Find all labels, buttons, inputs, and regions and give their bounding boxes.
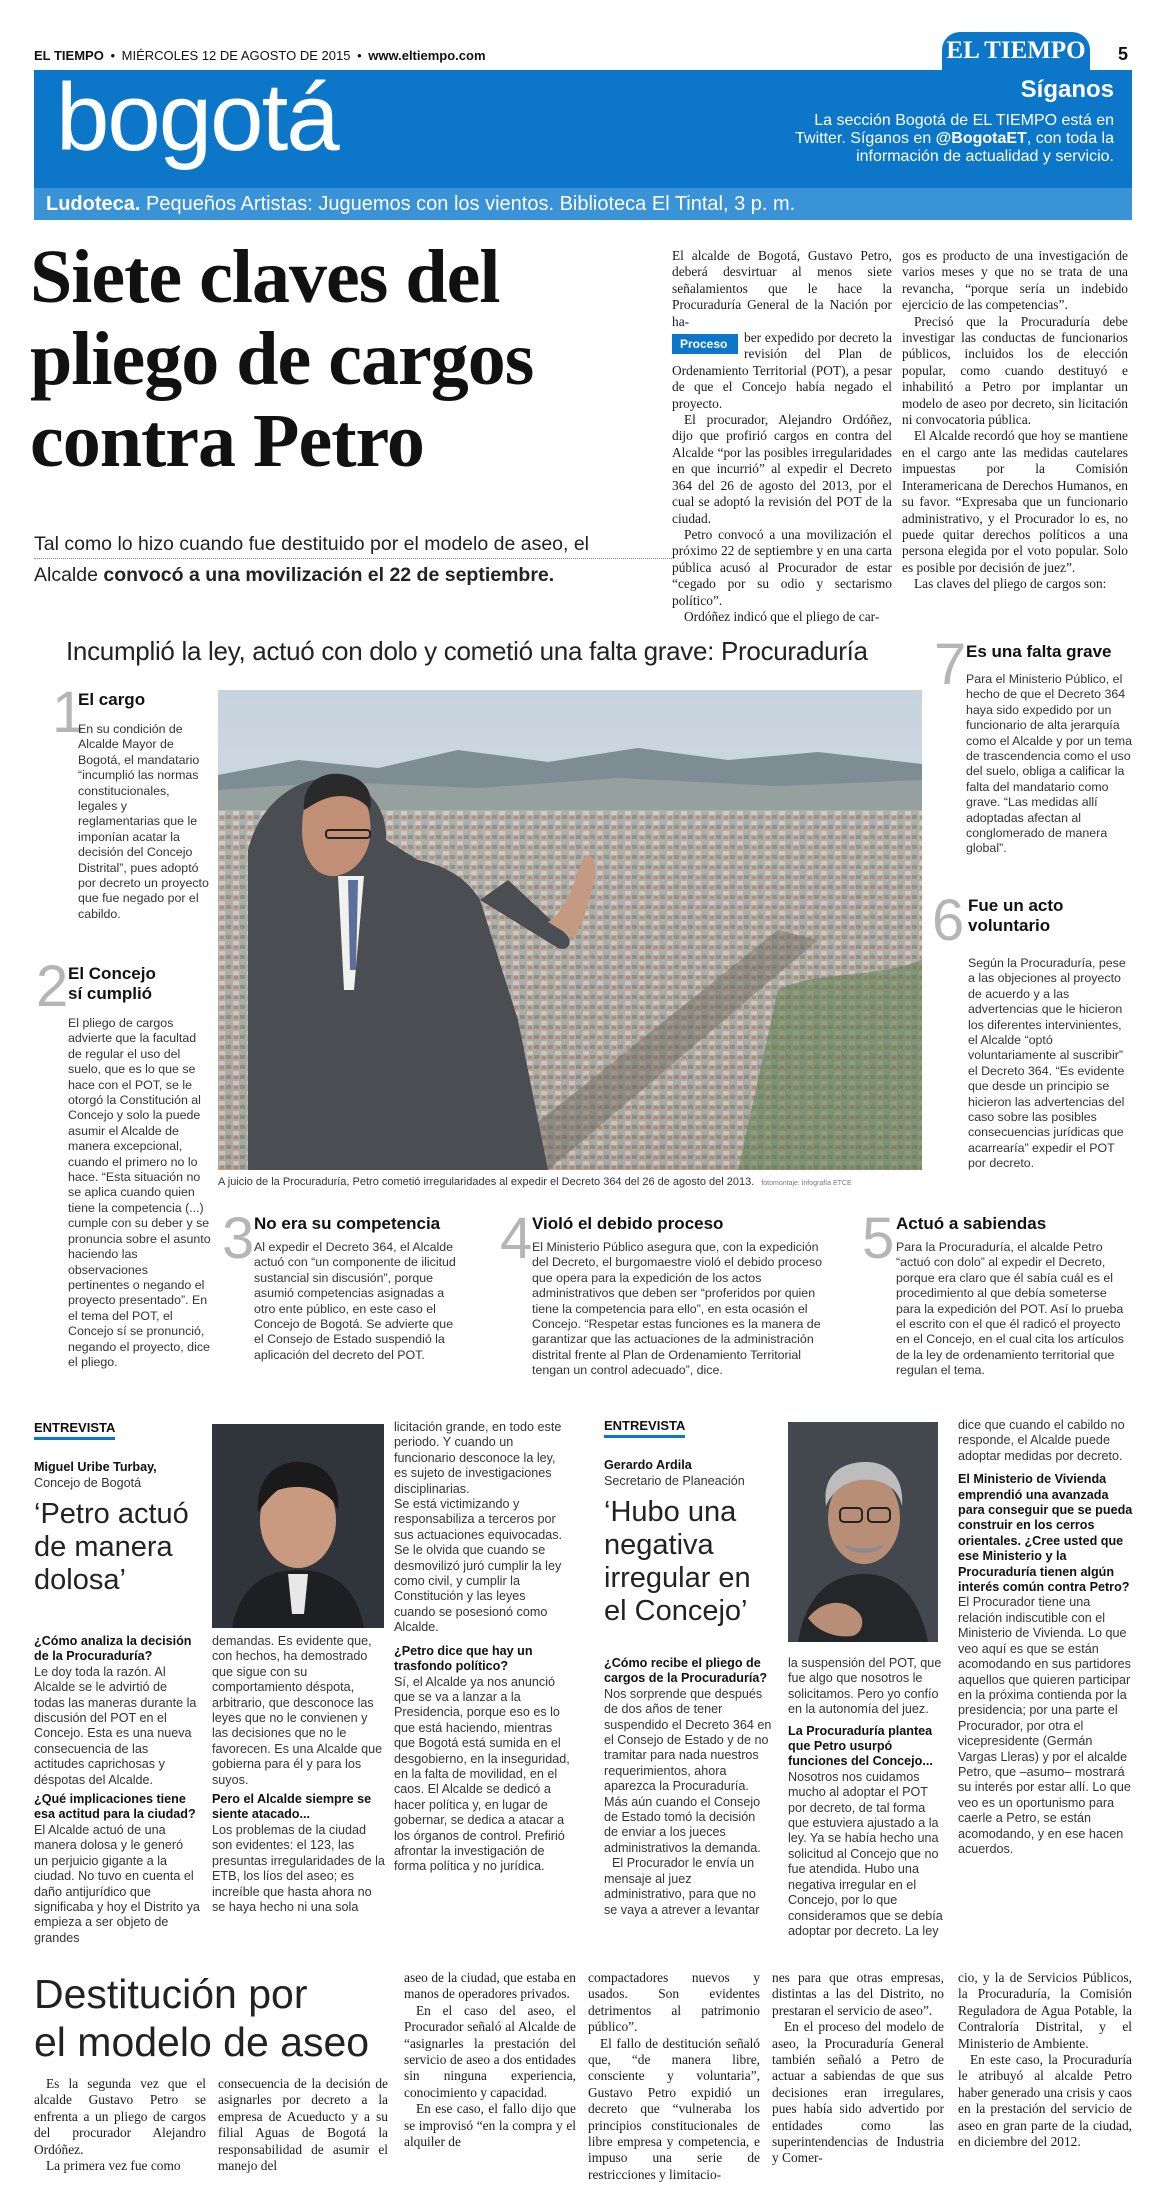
follow-line-1: La sección Bogotá de EL TIEMPO está en — [814, 112, 1114, 129]
follow-title: Síganos — [1020, 76, 1114, 103]
key-7-text: Para el Ministerio Público, el hecho de que el Decreto 364 haya sido expedido por un funcionario de alta jerarquía como el Alcalde y por un tema de trascendencia como el uso del suelo, obliga a calificar la falta del mandatario como grave. “Las medidas allí adoptadas afectan al conglomerado de manera global”. — [966, 672, 1132, 856]
masthead-sep: • — [357, 48, 362, 63]
aseo-title-2: el modelo de aseo — [34, 2019, 370, 2065]
article-col-2 — [902, 248, 1128, 593]
key-7-number: 7 — [934, 632, 967, 697]
aseo-c1-p1: Es la segunda vez que el alcalde Gustavo Petro se enfrenta a un pliego de cargos del procurador Alejandro Ordóñez. — [34, 2076, 206, 2157]
key-1-title: El cargo — [78, 690, 146, 709]
subheadline — [34, 530, 674, 589]
article-p6: Precisó que la Procuraduría debe investigar las conductas de funcionarios públicos, incluidos los de elección popular, como cuando destituyó e inhabilitó a Petro por implantar un modelo de aseo por decreto, sin licitación ni convocatoria pública. — [902, 313, 1128, 428]
article-p2: El procurador, Alejandro Ordóñez, dijo que profirió cargos en contra del Alcalde “por las posibles irregularidades en que incurrió” al expedir el Decreto 364 del 26 de agosto del 2013, por el cual se adoptó la revisión del POT de la ciudad. — [672, 412, 892, 526]
interview-1 — [34, 1420, 574, 1950]
article-p1a: El alcalde de Bogotá, Gustavo Petro, deberá desvirtuar al menos siete señalamientos que le hace la Procuraduría General de la Nación por ha- — [672, 248, 892, 329]
interview-2-col-1 — [604, 1656, 772, 1918]
aseo-col-5 — [772, 1970, 944, 2167]
interview-2-role: Secretario de Planeación — [604, 1474, 745, 1488]
photo-caption — [218, 1176, 938, 1188]
portrait-illustration — [212, 1424, 384, 1628]
key-1-text: En su condición de Alcalde Mayor de Bogotá, el mandatario “incumplió las normas constitucionales, legales y reglamentarias que le imponían acatar la decisión del Concejo Distrital”, pues adoptó por decreto un proyecto que fue negado por el cabildo. — [78, 722, 209, 921]
ticker-label: Ludoteca. — [46, 193, 141, 215]
interview-2-photo — [788, 1422, 938, 1642]
subheadline-line-1: Tal como lo hizo cuando fue destituido por el modelo de aseo, el — [34, 533, 590, 555]
interview-1-a3: Los problemas de la ciudad son evidentes: el 123, las presuntas irregularidades de la ETB, los líos del aseo; es increíble que hasta ahora no se haya hecho ni una sola — [212, 1822, 385, 1914]
masthead-sep: • — [110, 48, 116, 63]
key-6-title-1: Fue un acto — [968, 896, 1064, 915]
caption-text: A juicio de la Procuraduría, Petro cometió irregularidades al expedir el Decreto 364 del 26 de agosto del 2013. — [218, 1176, 755, 1188]
aseo-col-1 — [34, 2076, 206, 2174]
city-photo-illustration — [218, 690, 922, 1170]
key-4-title: Violó el debido proceso — [532, 1214, 724, 1233]
twitter-handle[interactable]: @BogotaET — [935, 130, 1027, 147]
headline-line-3: contra Petro — [30, 399, 424, 483]
key-2-title-2: sí cumplió — [68, 984, 153, 1003]
headline — [30, 236, 650, 482]
key-2-title — [68, 964, 156, 1004]
interview-2-col-3 — [958, 1418, 1134, 1857]
interview-2-a2: Nosotros nos cuidamos mucho al adoptar el POT por decreto, de tal forma que estuviera ajustado a la ley. Ya se había hecho una solicitud al Concejo que no fue atendida. Hubo una negativa irregular en el Concejo, por lo que consideramos que se debía adoptar por decreto. La ley — [788, 1769, 943, 1938]
interview-2-a1b: El Procurador le envía un mensaje al juez administrativo, para que no se vaya a atrever a levantar — [604, 1856, 760, 1917]
aseo-c6-p1: cio, y la de Servicios Públicos, la Procuraduría, la Comisión Reguladora de Agua Potable, la Contraloría Distrital, y el Ministerio de Ambiente. — [958, 1970, 1132, 2051]
interview-1-a3b: licitación grande, en todo este periodo. Y cuando un funcionario desconoce la ley, es sujeto de investigaciones disciplinarias. — [394, 1420, 562, 1496]
key-1-number: 1 — [52, 680, 85, 745]
interview-1-col-1 — [34, 1634, 200, 1946]
article-p7: El Alcalde recordó que hoy se mantiene en el cargo ante las medidas cautelares impuestas por la Comisión Interamericana de Derechos Humanos, en su favor. “Expresaba que un funcionario administrativo, y el Procurador lo es, no puede quitar derechos políticos a una persona elegida por el voto popular. Solo es posible por decisión de juez”. — [902, 428, 1128, 575]
interview-2-a1: Nos sorprende que después de dos años de tener suspendido el Decreto 364 en el Consejo de Estado y de no tramitar para nada nuestros requerimientos, ahora aparezca la Procuraduría. Más aún cuando el Consejo de Estado tomó la decisión de enviar a los jueces administrativos la demanda. — [604, 1686, 772, 1855]
section-title: bogotá — [56, 64, 338, 171]
portrait-illustration — [788, 1422, 938, 1642]
headline-line-1: Siete claves del — [30, 235, 500, 319]
interview-2-label: ENTREVISTA — [604, 1418, 685, 1438]
interview-1-q4: ¿Petro dice que hay un trasfondo político? — [394, 1643, 533, 1674]
interview-1-a1: Le doy toda la razón. Al Alcalde se le advirtió de todas las maneras durante la discusión del POT en el Concejo. Esta es una nueva consecuencia de las actitudes caprichosas y déspotas del Alcalde. — [34, 1664, 197, 1787]
infographic-title: Incumplió la ley, actuó con dolo y cometió una falta grave: Procuraduría — [66, 636, 868, 666]
subheadline-2a: Alcalde — [34, 564, 104, 586]
interview-1-name: Miguel Uribe Turbay, — [34, 1460, 157, 1474]
aseo-c5-p2: En el proceso del modelo de aseo, la Procuraduría General también señaló a Petro de actuar a sabiendas de que sus decisiones eran irregulares, pues había sido advertido por entidades como las superintendencias de Industria y Comer- — [772, 2019, 944, 2166]
key-4-number: 4 — [500, 1206, 533, 1271]
aseo-title-1: Destitución por — [34, 1971, 308, 2017]
key-2-title-1: El Concejo — [68, 964, 156, 983]
interview-1-quote: ‘Petro actuó de manera dolosa’ — [34, 1498, 189, 1596]
key-3-text: Al expedir el Decreto 364, el Alcalde actuó con “un componente de ilicitud sustancial sin discusión”, porque asumió competencias asignadas a otro ente público, en este caso el Concejo de Bogotá. Se advierte que el Consejo de Estado suspendió la aplicación del decreto del POT. — [254, 1240, 456, 1362]
key-5-text: Para la Procuraduría, el alcalde Petro “actuó con dolo” al expedir el Decreto, porque era claro que él sabía cuál es el procedimiento al que debía someterse para la expedición del POT. Así lo prueba el escrito con el que él radicó el proyecto en el Concejo, en el cual cita los artículos de la ley de ordenamiento territorial que regulan el tema. — [896, 1240, 1124, 1378]
aseo-col-4 — [588, 1970, 760, 2183]
interview-2-q3: El Ministerio de Vivienda emprendió una avanzada para conseguir que se pueda construir en los cerros orientales. ¿Cree usted que ese Ministerio y la Procuraduría tienen algún interés común contra Petro? — [958, 1472, 1133, 1595]
interview-2-q2: La Procuraduría plantea que Petro usurpó funciones del Concejo... — [788, 1723, 933, 1769]
key-4-text: El Ministerio Público asegura que, con la expedición del Decreto, el burgomaestre violó el debido proceso que opera para la expedición de los actos administrativos que deben ser “proferidos por quien tiene la competencia para ello”, en esta ocasión el Concejo. “Respetar estas funciones es la manera de garantizar que las actuaciones de la administración distrital frente al Plan de Ordenamiento Territorial tengan un control adecuado”, dice. — [532, 1240, 822, 1378]
key-6-title-2: voluntario — [968, 916, 1051, 935]
aseo-c3-p3: En ese caso, el fallo dijo que se improvisó “en la compra y el alquiler de — [404, 2101, 576, 2150]
follow-text-2a: Twitter. Síganos en — [795, 130, 936, 147]
photo-credit: fotomontaje: infografía ETCE — [761, 1180, 852, 1187]
aseo-c3-p1: aseo de la ciudad, que estaba en manos de operadores privados. — [404, 1970, 576, 2002]
process-tag — [672, 334, 738, 354]
interview-2-q1: ¿Cómo recibe el pliego de cargos de la Procuraduría? — [604, 1656, 768, 1686]
key-3-number: 3 — [222, 1206, 255, 1271]
key-5-title: Actuó a sabiendas — [896, 1214, 1047, 1233]
interview-2-a3: El Procurador tiene una relación indiscutible con el Ministerio de Vivienda. Lo que veo aquí es que se están acomodando en sus partidores aquellos que quieren participar en la próxima contienda por la presidencia; por una parte el Procurador, por otra el vicepresidente (Germán Vargas Lleras) y por el alcalde Petro, que –asumo– mostrará su interés por estar allí. Lo que veo es un oportunismo para caerle a Petro, se están acomodando, y en ese hacen acuerdos. — [958, 1595, 1131, 1856]
subheadline-line-2 — [34, 558, 674, 589]
aseo-c4-p1: compactadores nuevos y usados. Son evidentes detrimentos al patrimonio público”. — [588, 1970, 760, 2035]
follow-text — [694, 112, 1114, 166]
key-6-title — [968, 896, 1063, 936]
article-p1b: ber expedido por decreto la revisión del Plan de Ordenamiento Territorial (POT), a pesar de que el Concejo había negado el proyecto. — [672, 330, 892, 411]
key-2-text: El pliego de cargos advierte que la facultad de regular el uso del suelo, que es lo que se hace con el POT, se le otorgó la Constitución al Concejo y solo la puede asumir el Alcalde de manera excepcional, cuando el primero no lo hace. “Esta situación no se aplica cuando quien tiene la competencia (...) cumple con su deber y se pronuncia sobre el asunto haciendo las observaciones pertinentes o negando el proyecto presentado”. En el tema del POT, el Concejo sí se pronunció, negando el proyecto, dice el pliego. — [68, 1016, 211, 1369]
logo-text: EL TIEMPO — [946, 37, 1086, 64]
aseo-c1-p2: La primera vez fue como — [46, 2158, 181, 2174]
key-5-number: 5 — [862, 1206, 895, 1271]
aseo-col-6 — [958, 1970, 1132, 2150]
subheadline-2b: convocó a una movilización el 22 de septiembre. — [103, 564, 555, 586]
key-2-number: 2 — [36, 954, 69, 1019]
interview-1-q1: ¿Cómo analiza la decisión de la Procuraduría? — [34, 1634, 192, 1664]
follow-line-2 — [694, 130, 1114, 148]
article-p5: gos es producto de una investigación de varios meses y que no se trata de una revancha, “porque sería un indebido ejercicio de las competencias”. — [902, 248, 1128, 313]
section-banner — [34, 64, 1132, 188]
interview-2-name: Gerardo Ardila — [604, 1458, 692, 1472]
page-number: 5 — [1118, 44, 1129, 64]
aseo-c2: consecuencia de la decisión de asignarles por decreto a la empresa de Acueducto y a su filial Aguas de Bogotá la responsabilidad de asumir el manejo del — [218, 2076, 388, 2174]
interview-2-quote: ‘Hubo una negativa irregular en el Concejo’ — [604, 1496, 751, 1627]
interview-2-col-2 — [788, 1656, 948, 1939]
key-3-title: No era su competencia — [254, 1214, 441, 1233]
key-7-title: Es una falta grave — [966, 642, 1112, 661]
key-6-number: 6 — [932, 888, 965, 953]
aseo-col-2 — [218, 2076, 388, 2174]
key-6-text: Según la Procuraduría, pese a las objeciones al proyecto de acuerdo y a las advertencias que le hicieron los diferentes intervinientes, el Alcalde “optó voluntariamente al suscribir” el Decreto 364. “Es evidente que desde un principio se hicieron las advertencias del caso sobre las posibles consecuencias jurídicas que acarrearía” expedir el POT por decreto. — [968, 956, 1126, 1171]
ticker-text: Pequeños Artistas: Juguemos con los vientos. Biblioteca El Tintal, 3 p. m. — [140, 193, 796, 215]
follow-text-2b: , con toda la — [1026, 130, 1114, 147]
headline-line-2: pliego de cargos — [30, 317, 534, 401]
ticker-bar — [34, 188, 1132, 220]
paper-name: EL TIEMPO — [34, 48, 104, 63]
aseo-c3-p2: En el caso del aseo, el Procurador señaló al Alcalde de “asignarles la prestación del servicio de aseo a dos entidades sin ninguna experiencia, conocimiento y capacidad. — [404, 2002, 576, 2100]
infographic-photo — [218, 690, 922, 1170]
article-p8: Las claves del pliego de cargos son: — [914, 576, 1107, 592]
interview-1-a3c: Se está victimizando y responsabiliza a terceros por sus actuaciones equivocadas. Se le olvida que cuando se desmovilizó juró cumplir la ley como civil, y cumplir la Constitución y las leyes cuando se posesionó como Alcalde. — [394, 1497, 563, 1635]
article-col-1 — [672, 248, 892, 625]
interview-1-label: ENTREVISTA — [34, 1420, 115, 1440]
interview-2-a1c: la suspensión del POT, que fue algo que nosotros le solicitamos. Pero yo confío en la autonomía del juez. — [788, 1656, 942, 1717]
aseo-c5-p1: nes para que otras empresas, distintas a las del Distrito, no prestaran el servicio de aseo”. — [772, 1970, 944, 2018]
logo — [942, 32, 1090, 70]
interview-1-photo — [212, 1424, 384, 1628]
interview-1-a2: El Alcalde actuó de una manera dolosa y le generó un perjuicio gigante a la ciudad. No tuvo en cuenta el daño antijurídico que significaba y hoy el Distrito ya empieza a ser objeto de grandes — [34, 1822, 200, 1945]
interview-1-a2b: demandas. Es evidente que, con hechos, ha demostrado que sigue con su comportamiento déspota, arbitrario, que desconoce las leyes que no le convienen y las decisiones que no le favorecen. Es una Alcalde que gobierna para él y para los suyos. — [212, 1634, 383, 1787]
article-p4: Ordóñez indicó que el pliego de car- — [684, 608, 880, 624]
process-tag-label: Proceso — [680, 337, 728, 352]
issue-date: MIÉRCOLES 12 DE AGOSTO DE 2015 — [121, 48, 351, 63]
site-url[interactable]: www.eltiempo.com — [368, 48, 486, 63]
aseo-title — [34, 1970, 374, 2066]
article-p3: Petro convocó a una movilización el próximo 22 de septiembre y en una carta pública acusó al Procurador de estar “cegado por su odio y sectarismo político”. — [672, 526, 892, 608]
aseo-c6-p2: En este caso, la Procuraduría le atribuyó al alcalde Petro haber generado una crisis y caos en la prestación del servicio de aseo en gran parte de la ciudad, en diciembre del 2012. — [958, 2052, 1132, 2150]
interview-1-col-3 — [394, 1420, 570, 1875]
interview-2-a2b: dice que cuando el cabildo no responde, el Alcalde puede adoptar medidas por decreto. — [958, 1418, 1125, 1463]
aseo-col-3 — [404, 1970, 576, 2150]
follow-line-3: información de actualidad y servicio. — [856, 148, 1114, 165]
interview-1-col-2 — [212, 1634, 386, 1915]
aseo-c4-p2: El fallo de destitución señaló que, “de manera libre, consciente y voluntaria”, Gustavo Petro expidió un decreto que “vulneraba los principios constitucionales de libre empresa y competencia, e impuso una serie de restricciones y limitacio- — [588, 2035, 760, 2182]
interview-1-a4: Sí, el Alcalde ya nos anunció que se va a lanzar a la Presidencia, porque eso es lo que está haciendo, mientras que Bogotá está sumida en el desgobierno, en la inseguridad, en la falta de movilidad, en el caos. El Alcalde se dedicó a hacer política y, en lugar de gobernar, se dedica a atacar a los órganos de control. Prefirió afrontar la investigación de forma política y no jurídica. — [394, 1674, 570, 1874]
interview-2 — [604, 1418, 1134, 1948]
interview-1-role: Concejo de Bogotá — [34, 1476, 142, 1490]
interview-1-q2: ¿Qué implicaciones tiene esa actitud para la ciudad? — [34, 1792, 196, 1822]
interview-1-q3: Pero el Alcalde siempre se siente atacado... — [212, 1792, 372, 1822]
